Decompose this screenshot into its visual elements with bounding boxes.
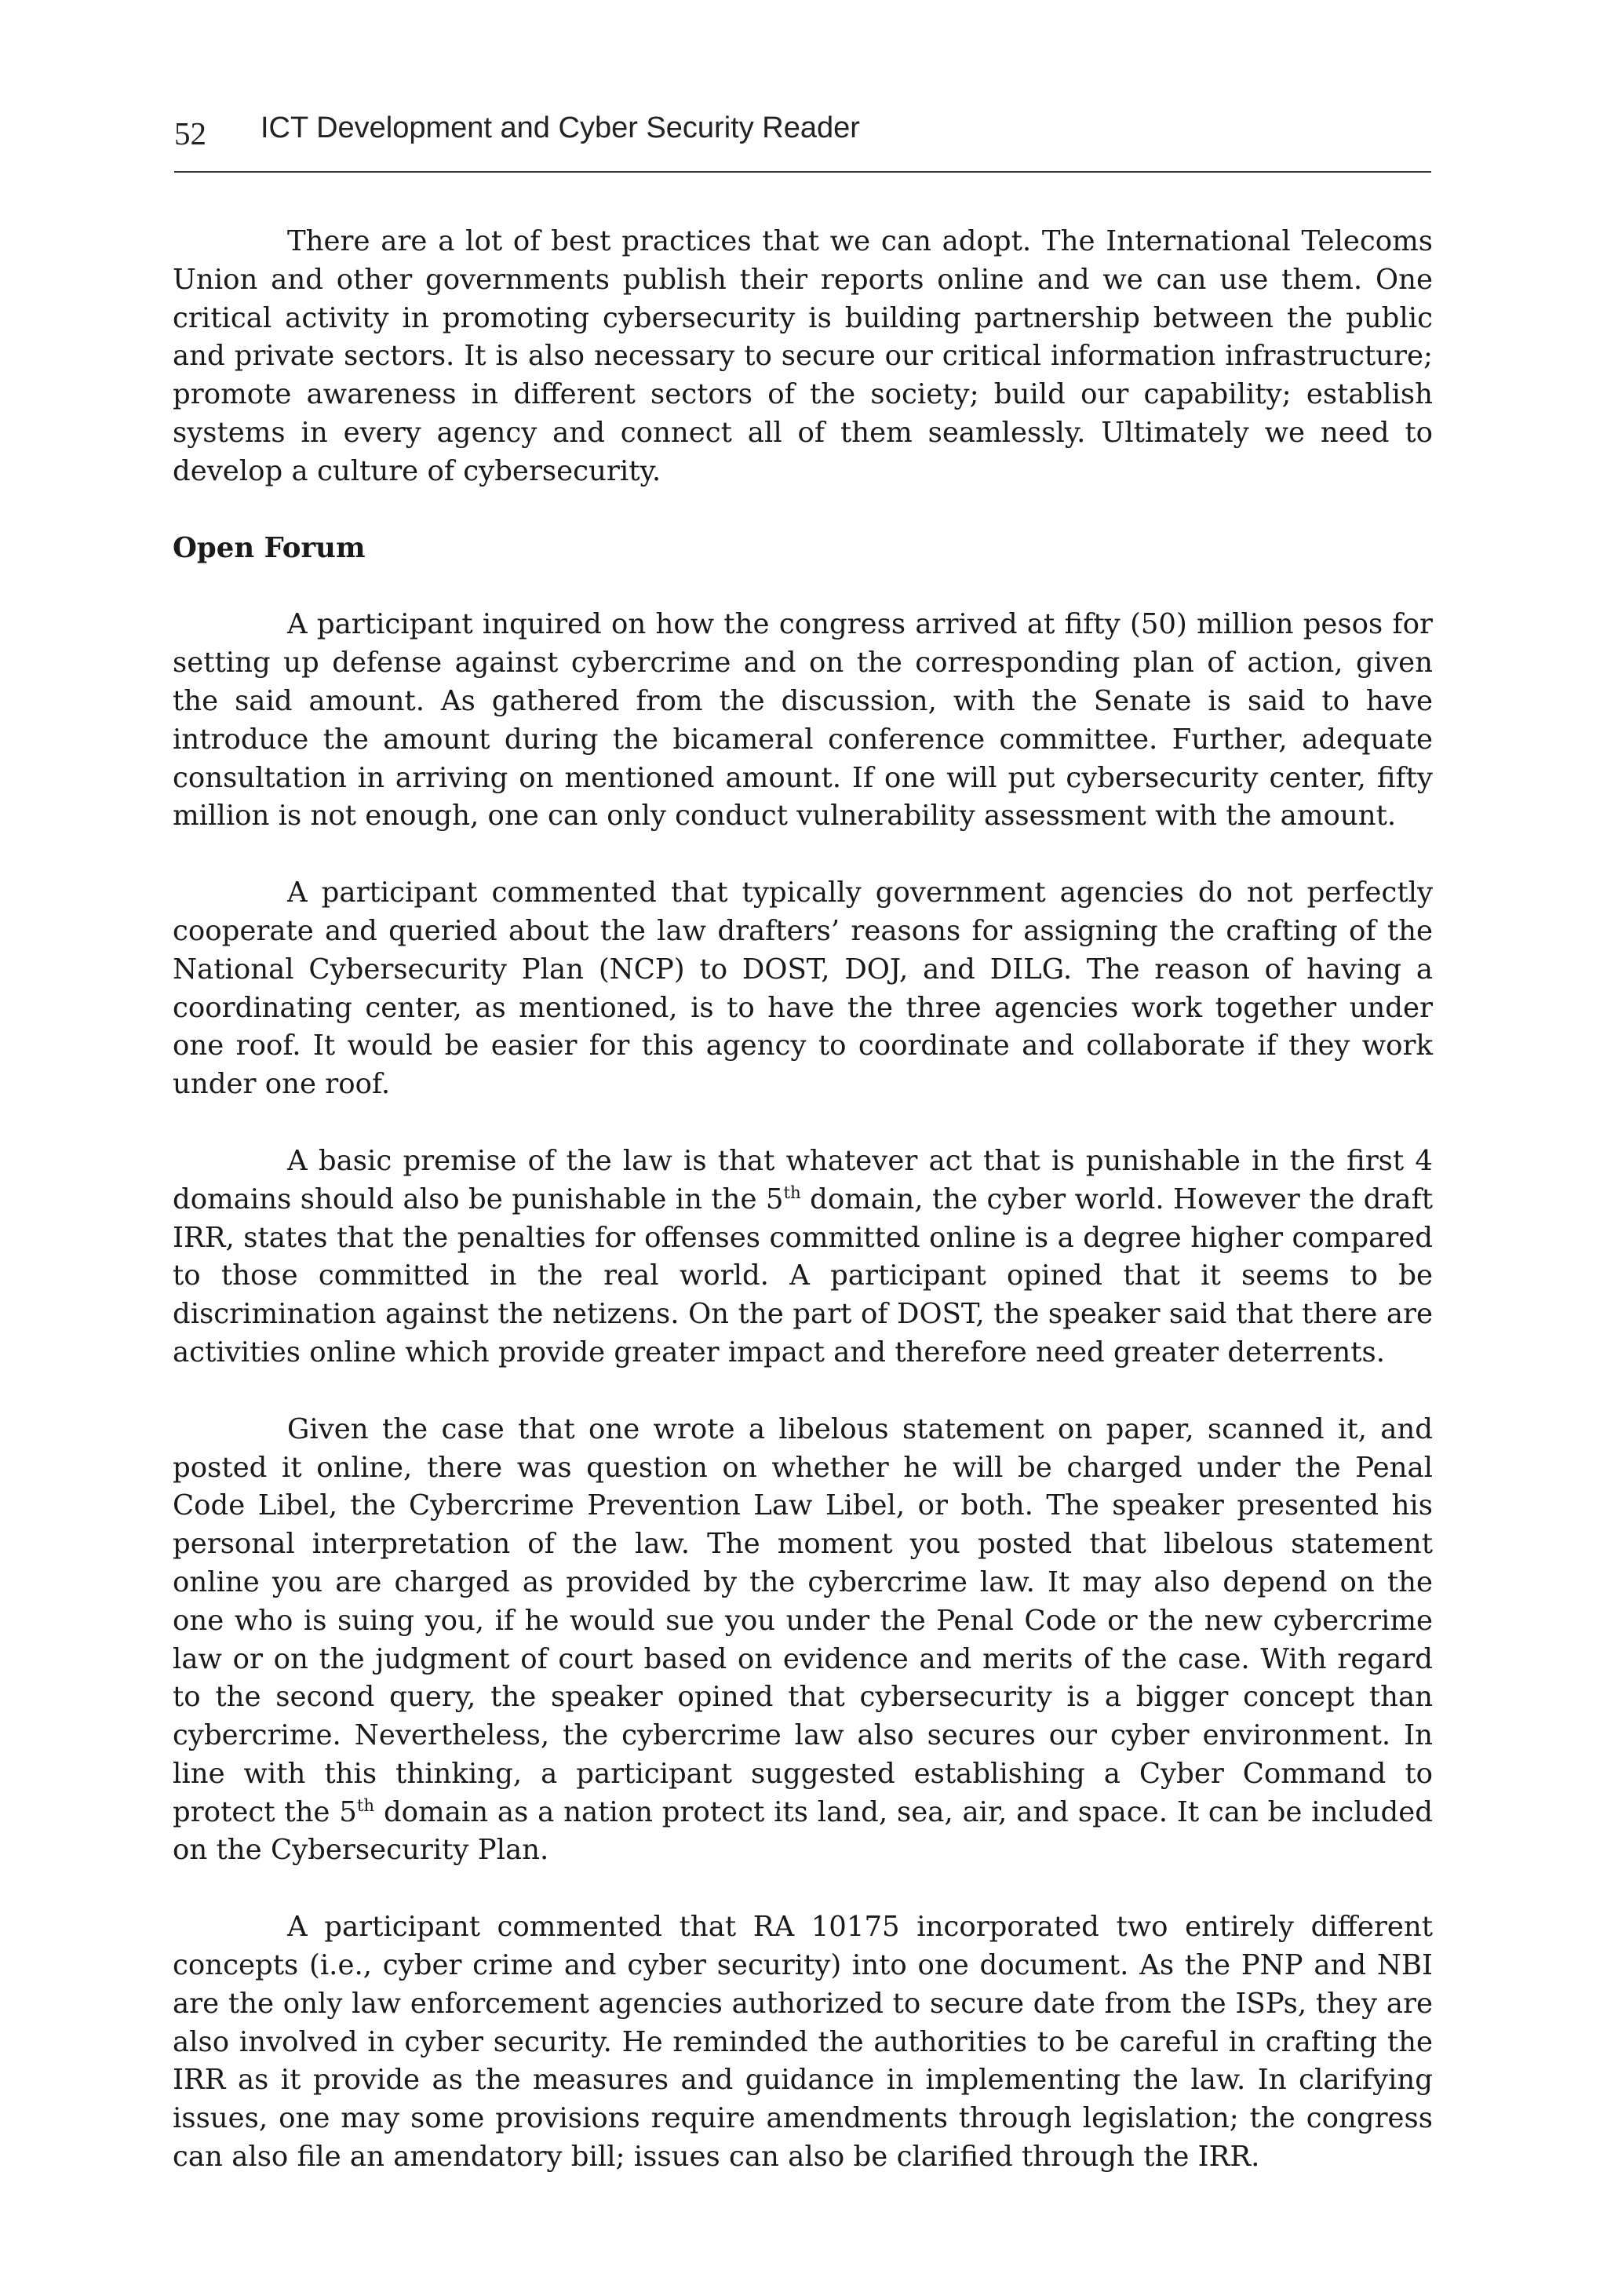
paragraph-text: domain as a nation protect its land, sea, air, and space. It can be included on the Cybersecurity Plan. [173,1795,1433,1867]
paragraph-ncp-agencies: A participant commented that typically government agencies do not perfectly cooperate and queried about the law drafters’ reasons for assigning the crafting of the National Cybersecurity Plan (NCP) to DOST, DOJ, and DILG. The reason of having a coordinating center, as mentioned, is to have the three agencies work together under one roof. It would be easier for this agency to coordinate and collaborate if they work under one roof. [173,876,1433,1101]
paragraph-text: domain, the cyber world. However the draft IRR, states that the penalties for offenses committed online is a degree higher compared to those committed in the real world. A participant opined that it seems to be discrimination against the netizens. On the part of DOST, the speaker said that there are activities online which provide greater impact and therefore need greater deterrents. [173,1183,1433,1368]
paragraph-best-practices: There are a lot of best practices that we can adopt. The International Telecoms Union and other governments publish their reports online and we can use them. One critical activity in promoting cybersecurity is building partnership between the public and private sectors. It is also necessary to secure our critical information infrastructure; promote awareness in different sectors of the society; build our capability; establish systems in every agency and connect all of them seamlessly. Ultimately we need to develop a culture of cybersecurity. [173,225,1433,487]
page-number: 52 [174,115,206,151]
superscript: th [783,1183,801,1203]
paragraph-libel [173,1411,1433,1871]
page-header [174,108,1431,173]
paragraph-text: A basic premise of the law is that whatever act that is punishable in the first 4 domains should also be punishable in the 5 [173,1144,1433,1215]
section-heading-open-forum: Open Forum [173,531,366,564]
superscript: th [356,1795,375,1816]
paragraph-fifty-million: A participant inquired on how the congress arrived at fifty (50) million pesos for setting up defense against cybercrime and on the corresponding plan of action, given the said amount. As gathered from the discussion, with the Senate is said to have introduce the amount during the bicameral conference committee. Further, adequate consultation in arriving on mentioned amount. If one will put cybersecurity center, fifty million is not enough, one can only conduct vulnerability assessment with the amount. [173,608,1433,833]
paragraph-fifth-domain [173,1143,1433,1372]
paragraph-ra-10175: A participant commented that RA 10175 incorporated two entirely different concepts (i.e., cyber crime and cyber security) into one document. As the PNP and NBI are the only law enforcement agencies authorized to secure date from the ISPs, they are also involved in cyber security. He reminded the authorities to be careful in crafting the IRR as it provide as the measures and guidance in implementing the law. In clarifying issues, one may some provisions require amendments through legislation; the congress can also file an amendatory bill; issues can also be clarified through the IRR. [173,1911,1433,2174]
body-text [173,223,1433,2215]
paragraph-text: Given the case that one wrote a libelous statement on paper, scanned it, and posted it online, there was question on whether he will be charged under the Penal Code Libel, the Cybercrime Prevention Law Libel, or both. The speaker presented his personal interpretation of the law. The moment you posted that libelous statement online you are charged as provided by the cybercrime law. It may also depend on the one who is suing you, if he would sue you under the Penal Code or the new cybercrime law or on the judgment of court based on evidence and merits of the case. With regard to the second query, the speaker opined that cybersecurity is a bigger concept than cybercrime. Nevertheless, the cybercrime law also secures our cyber environment. In line with this thinking, a participant suggested establishing a Cyber Command to protect the 5 [173,1412,1433,1828]
running-title: ICT Development and Cyber Security Reader [261,111,860,144]
